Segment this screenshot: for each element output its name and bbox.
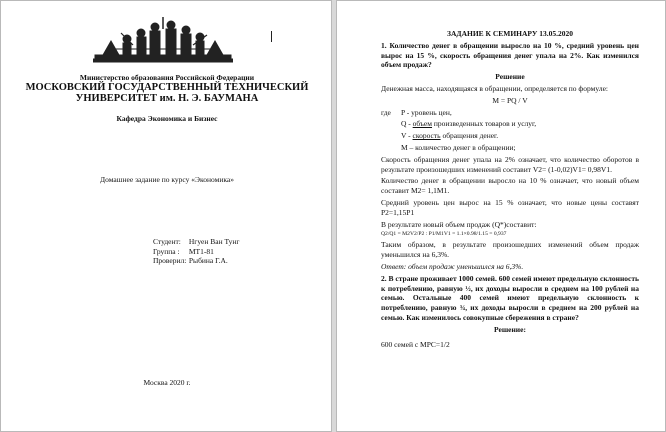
document-page-right — [336, 0, 666, 432]
document-page-left — [0, 0, 332, 432]
definition-q — [381, 119, 639, 129]
solution-2-heading: Решение: — [494, 324, 526, 334]
money-formula: M = PQ / V — [492, 95, 528, 105]
definition-v — [381, 131, 639, 141]
link-velocity[interactable]: скорость — [412, 131, 441, 141]
definition-m: M – количество денег в обращении; — [401, 142, 516, 152]
university-name-line-1: МОСКОВСКИЙ ГОСУДАРСТВЕННЫЙ ТЕХНИЧЕСКИЙ — [25, 82, 309, 93]
checker-label: Проверил: — [153, 256, 187, 265]
last-line: 600 семей с MPC=1/2 — [381, 339, 450, 349]
university-emblem-icon — [93, 15, 233, 63]
definition-p — [381, 108, 639, 118]
student-value: Нгуен Ван Тунг — [188, 237, 240, 246]
definition-q-suffix: произведенных товаров и услуг, — [432, 119, 537, 129]
university-name — [1, 82, 332, 104]
checker-row — [153, 256, 240, 266]
answer-line: Ответ: объем продаж уменьшился на 6,3%. — [381, 261, 524, 271]
definition-q-prefix: Q - — [401, 119, 413, 129]
group-value: МТ1-81 — [188, 246, 214, 256]
group-row — [153, 247, 240, 257]
city-year-line: Москва 2020 г. — [143, 378, 191, 387]
paragraph-prices: Средний уровень цен вырос на 15 % означает, что новые цены составят P2=1,15P1 — [381, 197, 639, 217]
paragraph-money: Количество денег в обращении выросло на 10 % означает, что новый объем составит M2= 1,1M1. — [381, 176, 639, 196]
task-1: 1. Количество денег в обращении выросло на 10 %, средний уровень цен вырос на 15 %, скорость обращения денег упала на 2%. Как изменился объем продаж? — [381, 40, 639, 70]
link-volume[interactable]: объем — [412, 119, 433, 129]
text-cursor — [271, 31, 272, 42]
page-content — [381, 29, 639, 349]
intro-text: Денежная масса, находящаяся в обращении, определяется по формуле: — [381, 83, 608, 93]
student-row — [153, 237, 240, 247]
paragraph-conclusion: Таким образом, в результате произошедших изменений объем продаж уменьшился на 6,3%. — [381, 240, 639, 260]
checker-value: Рыбина Г.А. — [188, 256, 228, 265]
calculation-formula: Q2/Q1 = M2V2/P2 : P1/M1V1 = 1.1×0.98/1.15 = 0,937 — [381, 231, 507, 238]
ministry-line: Министерство образования Российской Федерации — [79, 73, 255, 82]
group-label: Группа : — [153, 246, 180, 256]
definition-v-suffix: обращения денег. — [440, 131, 499, 141]
student-label: Студент: — [153, 237, 181, 246]
page-title: ЗАДАНИЕ К СЕМИНАРУ 13.05.2020 — [447, 29, 573, 38]
paragraph-velocity: Скорость обращения денег упала на 2% означает, что количество оборотов в результате произошедших изменений составит V2= (1-0,02)V1= 0,98V1. — [381, 154, 639, 174]
student-info-block — [153, 237, 240, 266]
university-name-line-2: УНИВЕРСИТЕТ им. Н. Э. БАУМАНА — [75, 93, 259, 104]
department-line: Кафедра Экономика и Бизнес — [116, 114, 218, 123]
paragraph-new-volume: В результате новый объем продаж (Q*)составит: — [381, 219, 537, 229]
task-2: 2. В стране проживает 1000 семей. 600 семей имеют предельную склонность к потреблению, равную ½, их доходы выросли в среднем на 100 рублей на семью. Остальные 400 семей имеют предельную склонность к потреблению, равную ¾, их доходы выросли в среднем на 200 рублей на семью. Как изменилось совокупные сбережения в стране? — [381, 273, 639, 322]
definition-v-prefix: V - — [401, 131, 413, 141]
definition-p-text: P - уровень цен, — [401, 107, 452, 117]
homework-line: Домашнее задание по курсу «Экономика» — [100, 175, 234, 184]
solution-heading: Решение — [495, 72, 525, 82]
where-label: где — [381, 107, 391, 117]
